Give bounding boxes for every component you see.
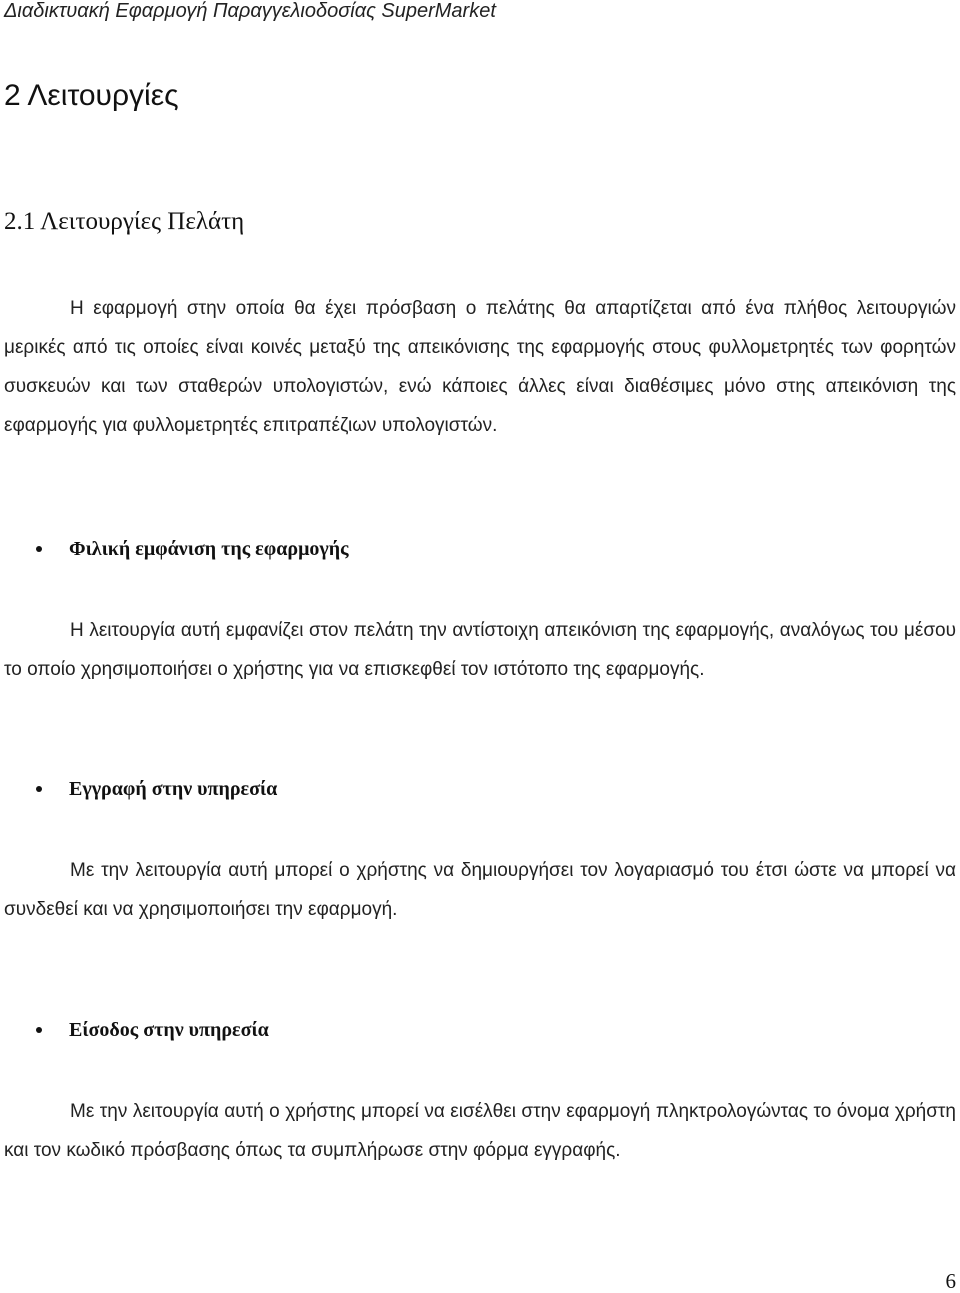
feature-description-friendly-display: Η λειτουργία αυτή εμφανίζει στον πελάτη την αντίστοιχη απεικόνιση της εφαρμογής, αναλόγως του μέσου το οποίο χρησιμοποιήσει ο χρήστης για να επισκεφθεί τον ιστότοπο της εφαρμογής. (4, 620, 956, 680)
section-title: 2.1 Λειτουργίες Πελάτη (4, 208, 245, 235)
page-number: 6 (945, 1269, 956, 1293)
bullet-icon (36, 1027, 42, 1033)
intro-paragraph: Η εφαρμογή στην οποία θα έχει πρόσβαση ο πελάτης θα απαρτίζεται από ένα πλήθος λειτουργιών μερικές από τις οποίες είναι κοινές μεταξύ της απεικόνισης της εφαρμογής στους φυλλομετρητές των φορητών συσκευών και των σταθερών υπολογιστών, ενώ κάποιες άλλες είναι διαθέσιμες μόνο στης απεικόνιση της εφαρμογής για φυλλομετρητές επιτραπέζιων υπολογιστών. (4, 298, 956, 436)
feature-heading-friendly-display (36, 536, 349, 562)
bullet-icon (36, 786, 42, 792)
feature-title: Φιλική εμφάνιση της εφαρμογής (69, 538, 349, 560)
feature-heading-login (36, 1017, 269, 1043)
bullet-icon (36, 546, 42, 552)
feature-description-registration: Με την λειτουργία αυτή μπορεί ο χρήστης να δημιουργήσει τον λογαριασμό του έτσι ώστε να μπορεί να συνδεθεί και να χρησιμοποιήσει την εφαρμογή. (4, 860, 956, 920)
feature-heading-registration (36, 776, 277, 802)
feature-title: Εγγραφή στην υπηρεσία (69, 778, 278, 800)
running-header: Διαδικτυακή Εφαρμογή Παραγγελιοδοσίας SuperMarket (4, 0, 496, 22)
feature-description-login: Με την λειτουργία αυτή ο χρήστης μπορεί να εισέλθει στην εφαρμογή πληκτρολογώντας το όνομα χρήστη και τον κωδικό πρόσβασης όπως τα συμπλήρωσε στην φόρμα εγγραφής. (4, 1101, 956, 1161)
feature-title: Είσοδος στην υπηρεσία (69, 1019, 269, 1041)
chapter-title: 2 Λειτουργίες (4, 79, 179, 112)
